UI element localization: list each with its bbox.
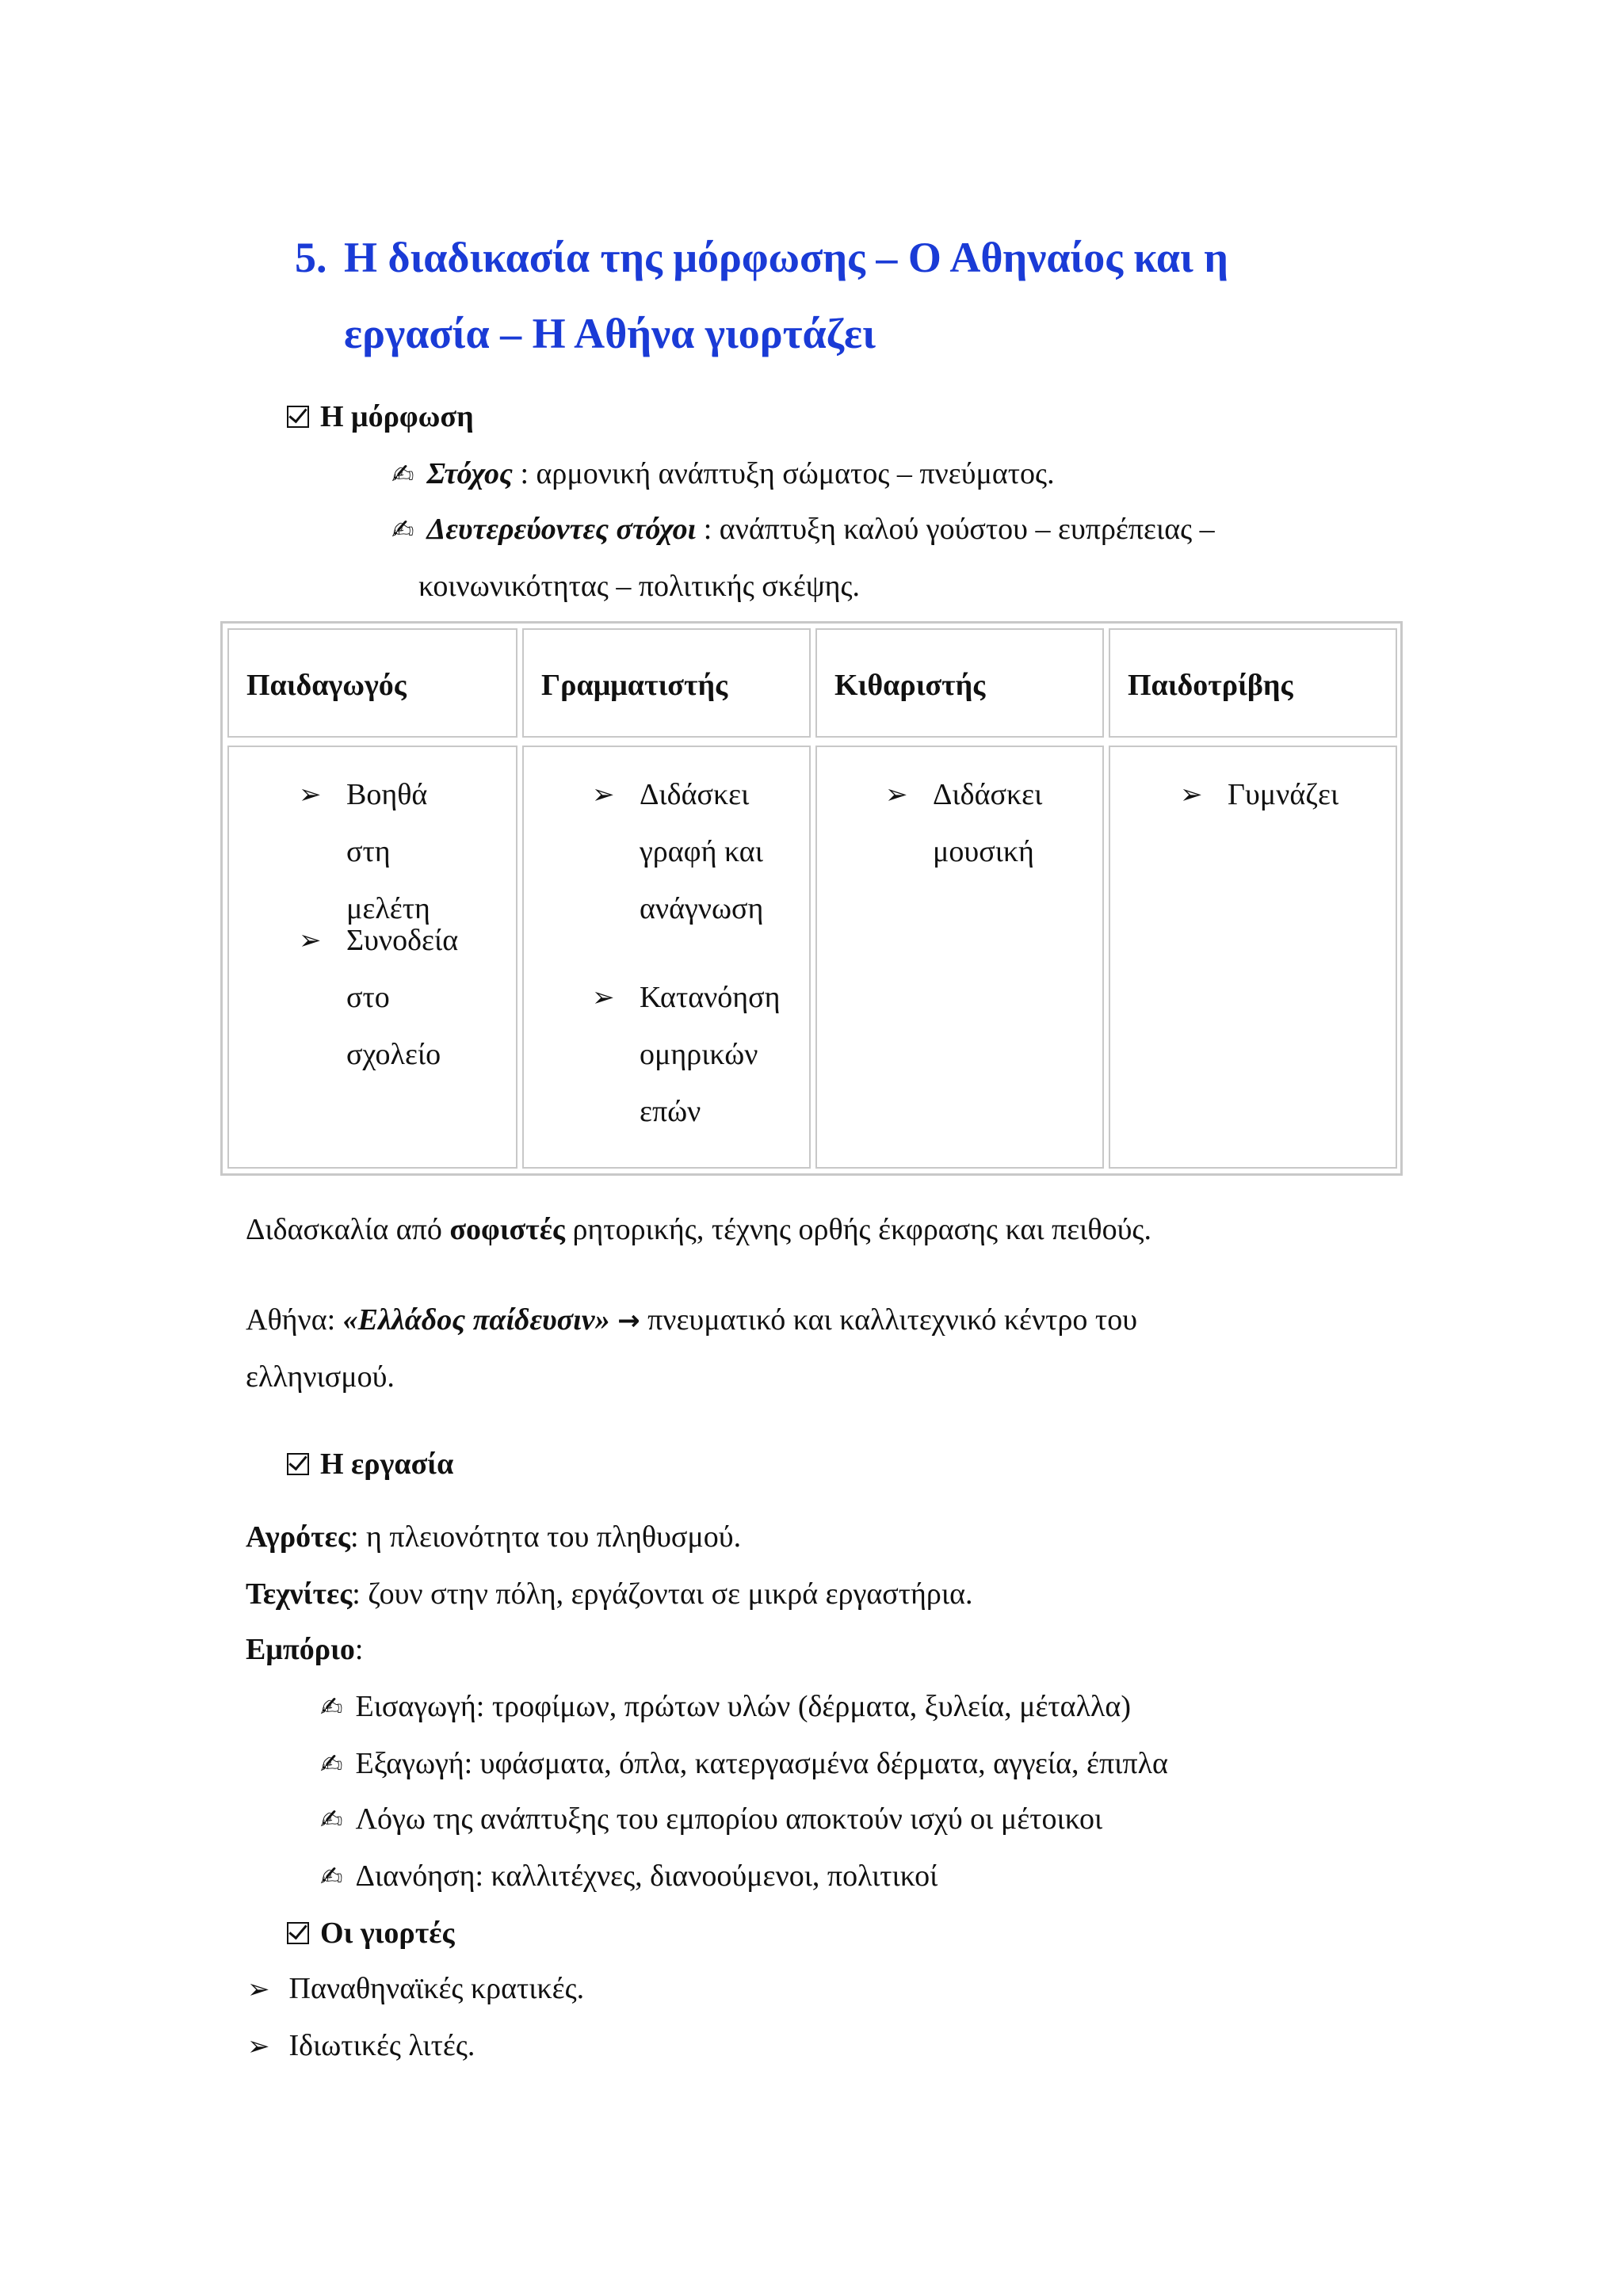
body-cell-paidagogos: ➢ Βοηθά στη μελέτη ➢ Συνοδεία στο σχολείο <box>227 746 517 1169</box>
trade-line: Εμπόριο: <box>246 1633 364 1666</box>
work-title-text: Η εργασία <box>320 1447 454 1481</box>
arrow-bullet-icon: ➢ <box>299 779 322 810</box>
trade-item: ✍ Διανόηση: καλλιτέχνες, διανοούμενοι, πολιτικοί <box>320 1848 938 1905</box>
sophists-paragraph: Διδασκαλία από σοφιστές ρητορικής, τέχνης ορθής έκφρασης και πειθούς. <box>246 1213 1151 1246</box>
education-title <box>287 388 474 445</box>
header-cell-paidagogos <box>227 628 517 738</box>
header-cell-kitharistis <box>815 628 1104 738</box>
pencil-icon: ✍ <box>320 1861 343 1893</box>
pencil-icon: ✍ <box>391 514 414 546</box>
athens-paragraph-line-2: ελληνισμού. <box>246 1360 395 1394</box>
teachers-table <box>220 621 1403 1176</box>
right-arrow-icon: → <box>617 1305 640 1337</box>
work-title <box>287 1436 453 1493</box>
festivals-title-text: Οι γιορτές <box>320 1917 455 1950</box>
goal-label: Στόχος <box>426 457 513 490</box>
secondary-text-1: : ανάπτυξη καλού γούστου – ευπρέπειας – <box>696 513 1215 546</box>
column-header: Γραμματιστής <box>541 669 728 702</box>
education-title-text: Η μόρφωση <box>320 400 474 433</box>
body-cell-paidotrivis: ➢ Γυμνάζει <box>1109 746 1397 1169</box>
section-heading-line-2: εργασία – Η Αθήνα γιορτάζει <box>344 310 876 357</box>
column-header: Κιθαριστής <box>834 669 986 702</box>
checked-box-icon <box>287 406 309 428</box>
arrow-bullet-icon: ➢ <box>885 779 908 810</box>
checked-box-icon <box>287 1922 309 1944</box>
header-cell-paidotrivis <box>1109 628 1397 738</box>
section-heading-line-1: Η διαδικασία της μόρφωσης – Ο Αθηναίος και η <box>344 234 1228 281</box>
arrow-bullet-icon: ➢ <box>299 925 322 956</box>
arrow-bullet-icon: ➢ <box>592 779 615 810</box>
festival-item: ➢ Παναθηναϊκές κρατικές. <box>247 1960 584 2018</box>
pencil-icon: ✍ <box>320 1804 343 1836</box>
arrow-bullet-icon: ➢ <box>247 1974 270 2005</box>
checked-box-icon <box>287 1453 309 1475</box>
arrow-bullet-icon: ➢ <box>1180 779 1203 810</box>
farmers-line: Αγρότες: η πλειονότητα του πληθυσμού. <box>246 1520 742 1554</box>
arrow-bullet-icon: ➢ <box>247 2031 270 2062</box>
education-secondary <box>391 501 1215 559</box>
section-number: 5. <box>295 234 327 281</box>
trade-item: ✍ Εισαγωγή: τροφίμων, πρώτων υλών (δέρματα, ξυλεία, μέταλλα) <box>320 1678 1131 1736</box>
education-goal <box>391 445 1055 503</box>
pencil-icon: ✍ <box>391 459 414 490</box>
festivals-title <box>287 1905 455 1962</box>
athens-paragraph: Αθήνα: «Ελλάδος παίδευσιν» → πνευματικό και καλλιτεχνικό κέντρο του <box>246 1303 1138 1337</box>
craftsmen-line: Τεχνίτες: ζουν στην πόλη, εργάζονται σε μικρά εργαστήρια. <box>246 1577 973 1611</box>
column-header: Παιδαγωγός <box>246 669 407 702</box>
sophists-term: σοφιστές <box>449 1213 565 1246</box>
pencil-icon: ✍ <box>320 1749 343 1780</box>
trade-item: ✍ Εξαγωγή: υφάσματα, όπλα, κατεργασμένα δέρματα, αγγεία, έπιπλα <box>320 1735 1168 1793</box>
festival-item: ➢ Ιδιωτικές λιτές. <box>247 2017 475 2075</box>
trade-item: ✍ Λόγω της ανάπτυξης του εμπορίου αποκτούν ισχύ οι μέτοικοι <box>320 1791 1102 1848</box>
pencil-icon: ✍ <box>320 1691 343 1723</box>
header-cell-grammatistis <box>522 628 811 738</box>
athens-quote: «Ελλάδος παίδευσιν» <box>342 1303 610 1337</box>
secondary-text-2: κοινωνικότητας – πολιτικής σκέψης. <box>418 570 861 603</box>
column-header: Παιδοτρίβης <box>1128 669 1293 702</box>
body-cell-kitharistis: ➢ Διδάσκει μουσική <box>815 746 1104 1169</box>
arrow-bullet-icon: ➢ <box>592 982 615 1013</box>
goal-text: : αρμονική ανάπτυξη σώματος – πνεύματος. <box>512 457 1055 490</box>
body-cell-grammatistis: ➢ Διδάσκει γραφή και ανάγνωση ➢ Κατανόηση ομηρικών επών <box>522 746 811 1169</box>
secondary-label: Δευτερεύοντες στόχοι <box>426 513 697 546</box>
